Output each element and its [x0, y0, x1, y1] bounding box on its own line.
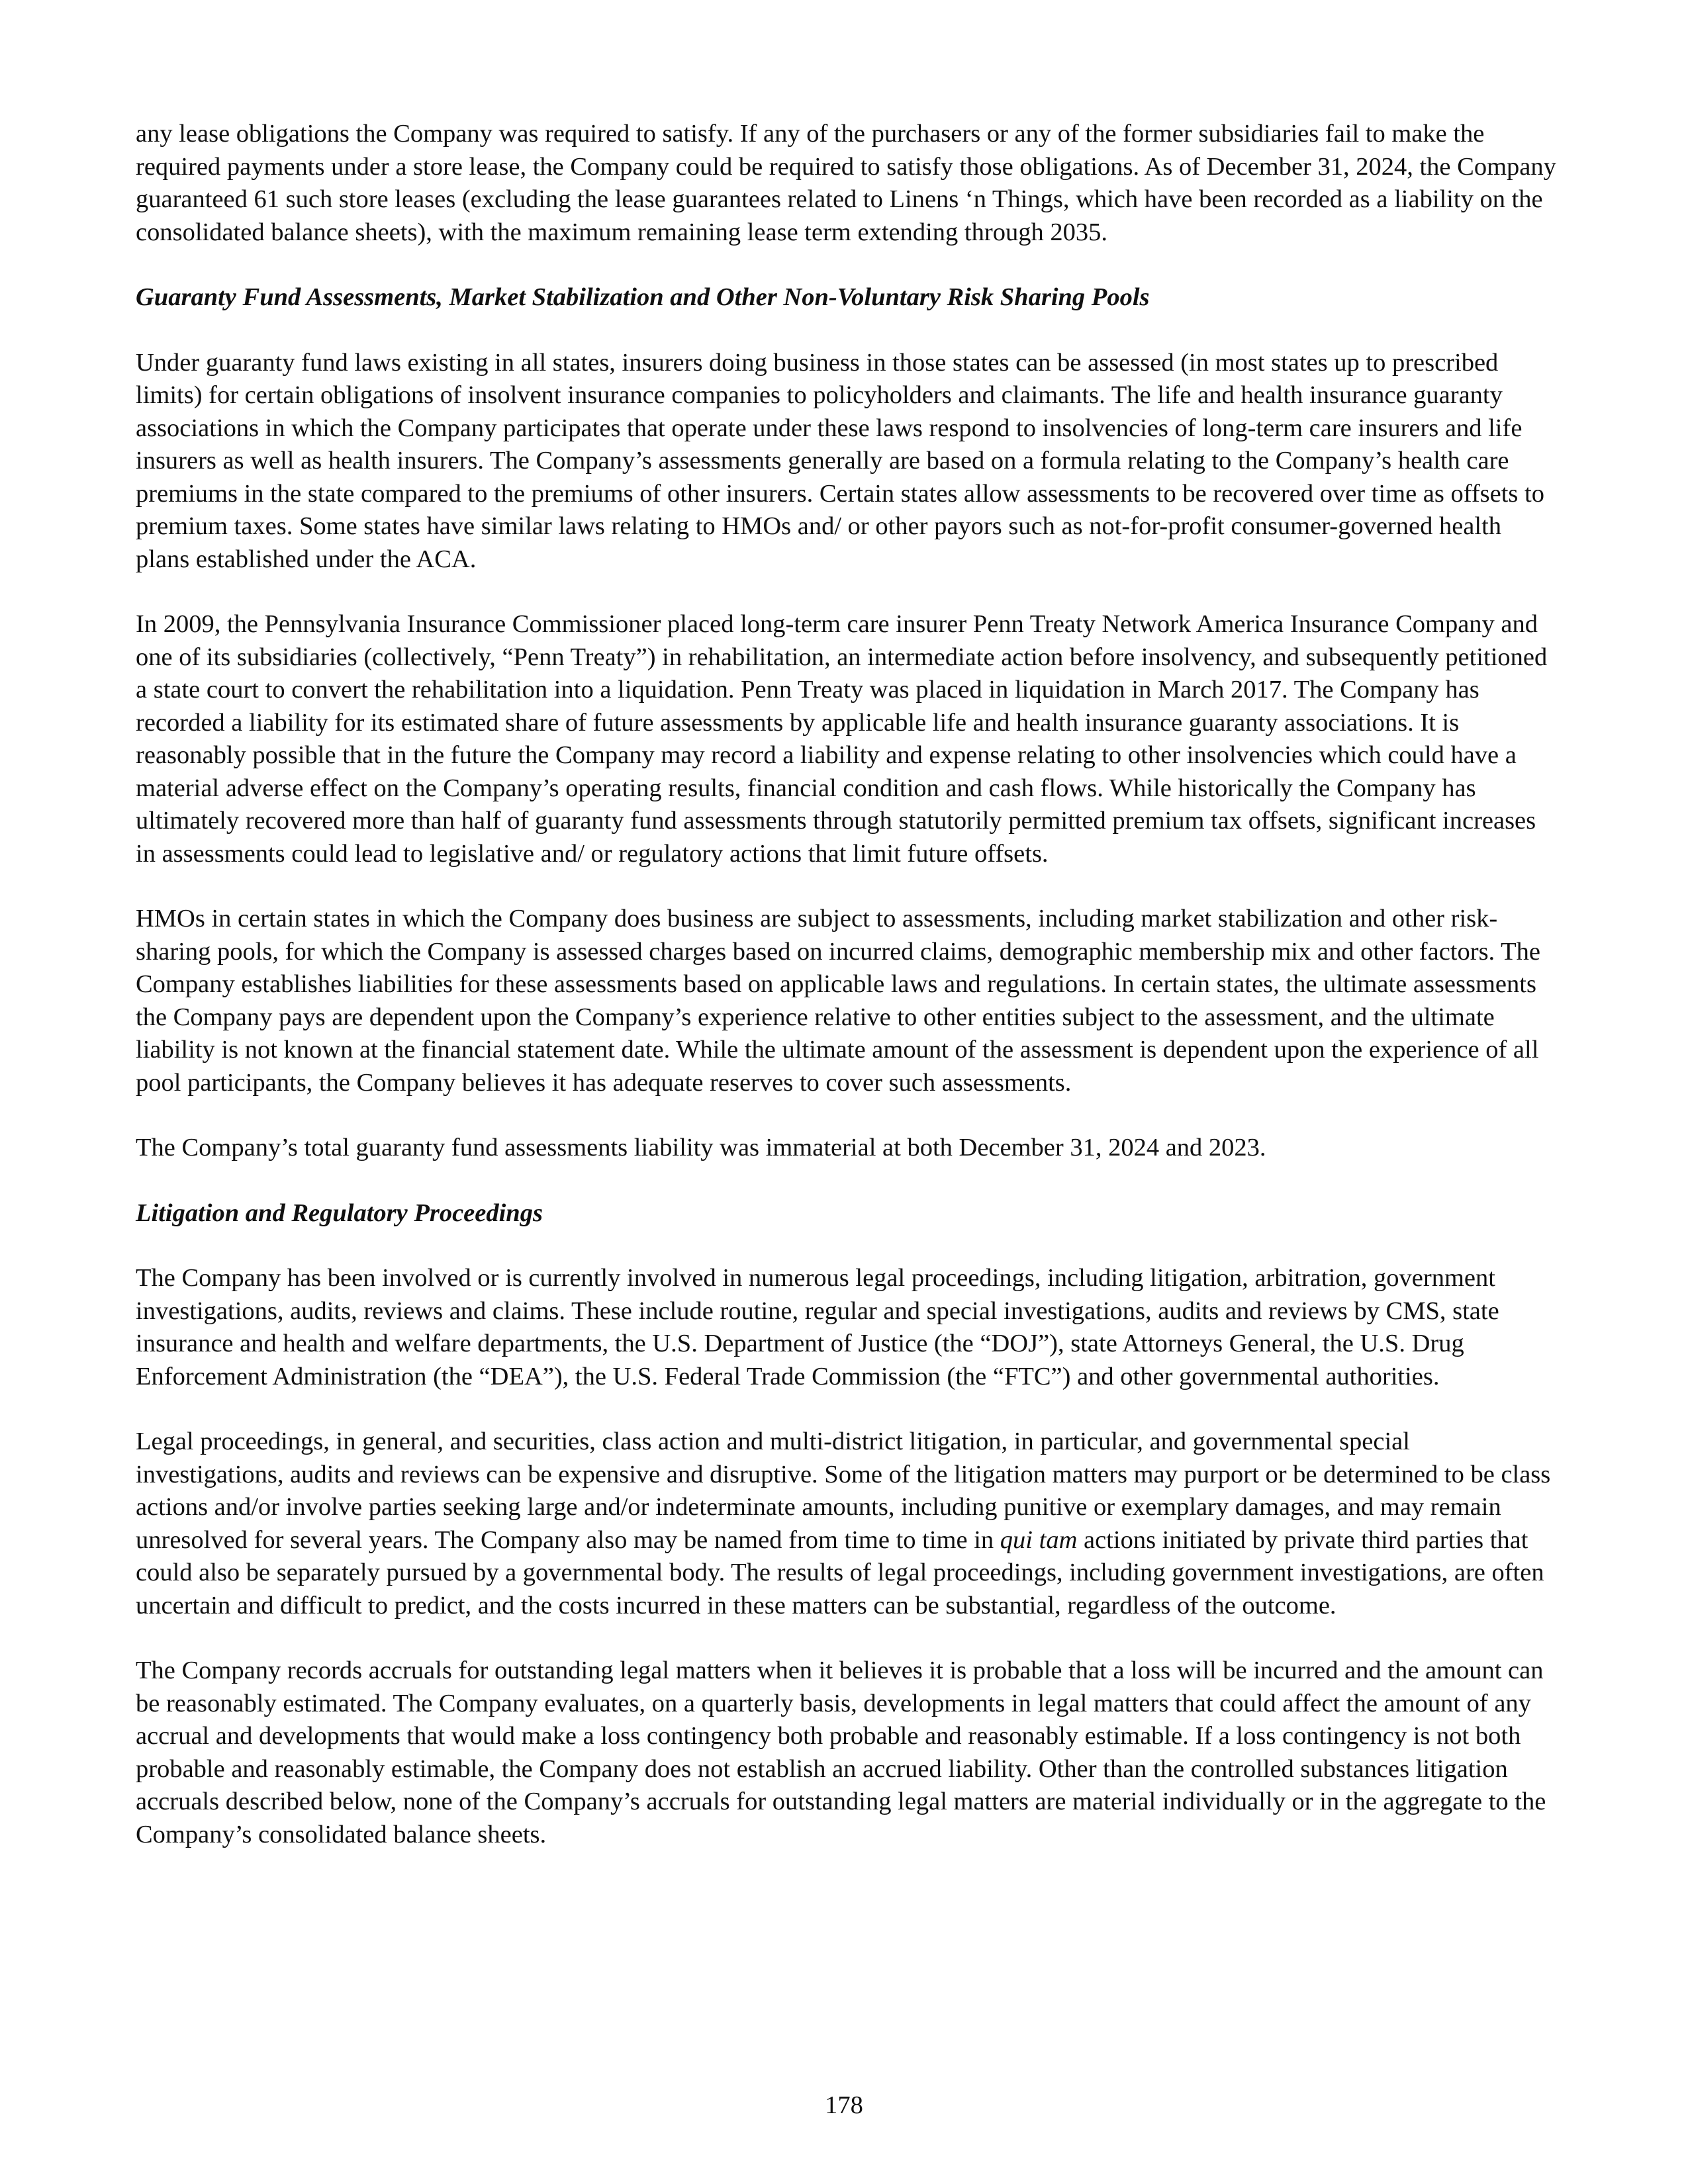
paragraph-text-segment: actions initiated by private third parties that could also be separately pursued by a governmental body. The results of legal proceedings, including government investigations, are often uncertain and difficult to predict, and the costs incurred in these matters can be substantial, regardless of the outcome.: [136, 1525, 1544, 1619]
paragraph-legal-proceedings: The Company has been involved or is currently involved in numerous legal proceedings, including litigation, arbitration, government investigations, audits, reviews and claims. These include routine, regular and special investigations, audits and reviews by CMS, state insurance and health and welfare departments, the U.S. Department of Justice (the “DOJ”), state Attorneys General, the U.S. Drug Enforcement Administration (the “DEA”), the U.S. Federal Trade Commission (the “FTC”) and other governmental authorities.: [136, 1264, 1499, 1390]
page-number: 178: [825, 2091, 863, 2119]
paragraph-penn-treaty: In 2009, the Pennsylvania Insurance Commissioner placed long-term care insurer Penn Treaty Network America Insurance Company and one of its subsidiaries (collectively, “Penn Treaty”) in rehabilitation, an intermediate action before insolvency, and subsequently petitioned a state court to convert the rehabilitation into a liquidation. Penn Treaty was placed in liquidation in March 2017. The Company has recorded a liability for its estimated share of future assessments by applicable life and health insurance guaranty associations. It is reasonably possible that in the future the Company may record a liability and expense relating to other insolvencies which could have a material adverse effect on the Company’s operating results, financial condition and cash flows. While historically the Company has ultimately recovered more than half of guaranty fund assessments through statutorily permitted premium tax offsets, significant increases in assessments could lead to legislative and/ or regulatory actions that limit future offsets.: [136, 610, 1548, 868]
section-heading-guaranty-fund: Guaranty Fund Assessments, Market Stabilization and Other Non-Voluntary Risk Sharing Pools: [136, 283, 1150, 311]
paragraph-lease-obligations: any lease obligations the Company was required to satisfy. If any of the purchasers or any of the former subsidiaries fail to make the required payments under a store lease, the Company could be required to satisfy those obligations. As of December 31, 2024, the Company guaranteed 61 such store leases (excluding the lease guarantees related to Linens ‘n Things, which have been recorded as a liability on the consolidated balance sheets), with the maximum remaining lease term extending through 2035.: [136, 120, 1556, 246]
paragraph-text-segment: Legal proceedings, in general, and securities, class action and multi-district litigation, in particular, and governmental special investigations, audits and reviews can be expensive and disruptive. Some of the litigation matters may purport or be determined to be class actions and/or involve parties seeking large and/or indeterminate amounts, including punitive or exemplary damages, and may remain unresolved for several years. The Company also may be named from time to time in: [136, 1428, 1551, 1554]
document-body: [136, 118, 1559, 1884]
paragraph-assessments-liability: The Company’s total guaranty fund assessments liability was immaterial at both December 31, 2024 and 2023.: [136, 1134, 1266, 1161]
section-heading-litigation: Litigation and Regulatory Proceedings: [136, 1199, 543, 1227]
qui-tam-term: qui tam: [1000, 1525, 1078, 1554]
paragraph-hmo-assessments: HMOs in certain states in which the Company does business are subject to assessments, including market stabilization and other risk-sharing pools, for which the Company is assessed charges based on incurred claims, demographic membership mix and other factors. The Company establishes liabilities for these assessments based on applicable laws and regulations. In certain states, the ultimate assessments the Company pays are dependent upon the Company’s experience relative to other entities subject to the assessment, and the ultimate liability is not known at the financial statement date. While the ultimate amount of the assessment is dependent upon the experience of all pool participants, the Company believes it has adequate reserves to cover such assessments.: [136, 905, 1540, 1097]
paragraph-guaranty-fund-laws: Under guaranty fund laws existing in all states, insurers doing business in those states can be assessed (in most states up to prescribed limits) for certain obligations of insolvent insurance companies to policyholders and claimants. The life and health insurance guaranty associations in which the Company participates that operate under these laws respond to insolvencies of long-term care insurers and life insurers as well as health insurers. The Company’s assessments generally are based on a formula relating to the Company’s health care premiums in the state compared to the premiums of other insurers. Certain states allow assessments to be recovered over time as offsets to premium taxes. Some states have similar laws relating to HMOs and/ or other payors such as not-for-profit consumer-governed health plans established under the ACA.: [136, 348, 1544, 573]
paragraph-accruals: The Company records accruals for outstanding legal matters when it believes it is probable that a loss will be incurred and the amount can be reasonably estimated. The Company evaluates, on a quarterly basis, developments in legal matters that could affect the amount of any accrual and developments that would make a loss contingency both probable and reasonably estimable. If a loss contingency is not both probable and reasonably estimable, the Company does not establish an accrued liability. Other than the controlled substances litigation accruals described below, none of the Company’s accruals for outstanding legal matters are material individually or in the aggregate to the Company’s consolidated balance sheets.: [136, 1657, 1546, 1848]
paragraph-litigation-costs: [136, 1426, 1559, 1622]
